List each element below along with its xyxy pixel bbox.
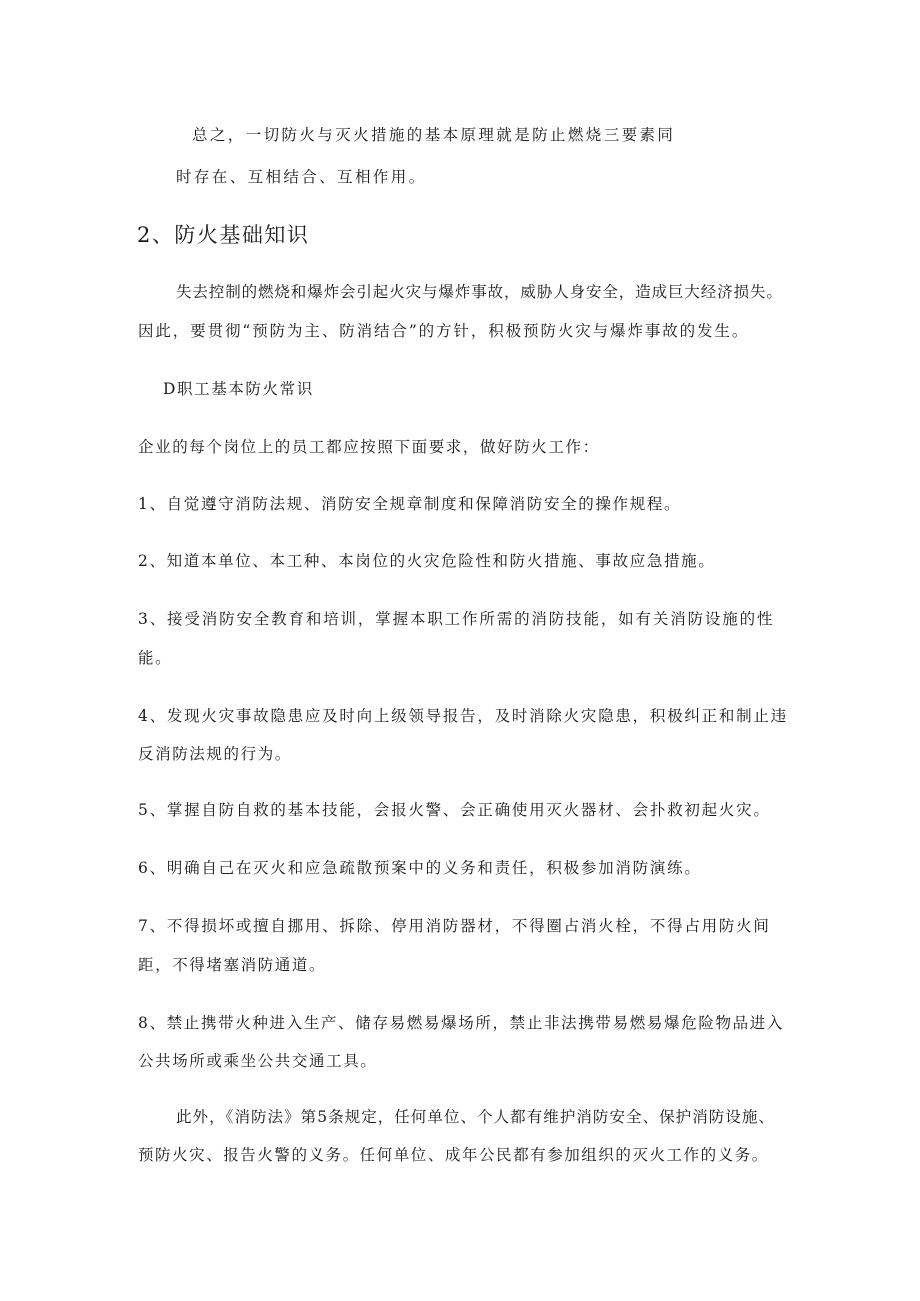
list-item-3-line-1: 3、接受消防安全教育和培训，掌握本职工作所需的消防技能，如有关消防设施的性 [138,610,775,628]
intro-line-1: 总之，一切防火与灭火措施的基本原理就是防止燃烧三要素同 [192,126,676,144]
paragraph-1-line-1: 失去控制的燃烧和爆炸会引起火灾与爆炸事故，威胁人身安全，造成巨大经济损失。 [176,283,783,301]
list-item-8-line-1: 8、禁止携带火种进入生产、储存易燃易爆场所，禁止非法携带易燃易爆危险物品进入 [138,1014,785,1032]
list-item-3-line-2: 能。 [138,649,173,667]
list-item-8-line-2: 公共场所或乘坐公共交通工具。 [138,1052,378,1070]
list-item-4-line-1: 4、发现火灾事故隐患应及时向上级领导报告，及时消除火灾隐患，积极纠正和制止违 [138,707,788,725]
list-item-4-line-2: 反消防法规的行为。 [138,745,292,763]
list-item-1: 1、自觉遵守消防法规、消防安全规章制度和保障消防安全的操作规程。 [138,495,682,513]
paragraph-1-line-2: 因此，要贯彻“预防为主、防消结合”的方针，积极预防火灾与爆炸事故的发生。 [138,322,750,340]
list-item-7-line-2: 距，不得堵塞消防通道。 [138,956,327,974]
intro-line-2: 时存在、互相结合、互相作用。 [176,168,427,186]
lead-text: 企业的每个岗位上的员工都应按照下面要求，做好防火工作： [138,438,600,456]
closing-line-1: 此外，《消防法》第5条规定，任何单位、个人都有维护消防安全、保护消防设施、 [176,1108,775,1126]
list-item-2: 2、知道本单位、本工种、本岗位的火灾危险性和防火措施、事故应急措施。 [138,552,716,570]
list-item-7-line-1: 7、不得损坏或擅自挪用、拆除、停用消防器材，不得圈占消火栓，不得占用防火间 [138,917,771,935]
section-heading: 2、防火基础知识 [137,223,310,247]
list-item-5: 5、掌握自防自救的基本技能，会报火警、会正确使用灭火器材、会扑救初起火灾。 [138,801,771,819]
list-item-6: 6、明确自己在灭火和应急疏散预案中的义务和责任，积极参加消防演练。 [138,859,702,877]
closing-line-2: 预防火灾、报告火警的义务。任何单位、成年公民都有参加组织的灭火工作的义务。 [138,1146,769,1164]
subheading: D职工基本防火常识 [163,380,314,398]
